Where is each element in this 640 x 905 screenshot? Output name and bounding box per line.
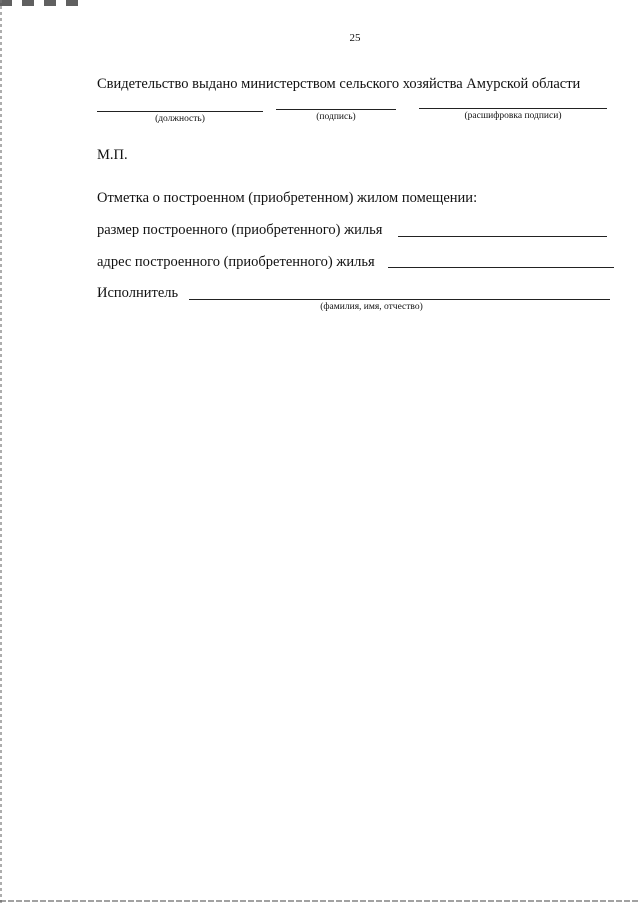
signature-decoding-caption: (расшифровка подписи) xyxy=(464,111,562,121)
signature-blank-line xyxy=(276,109,396,110)
certificate-issued-line: Свидетельство выдано министерством сельского хозяйства Амурской области xyxy=(97,76,581,92)
housing-mark-heading: Отметка о построенном (приобретенном) жилом помещении: xyxy=(97,190,478,206)
position-blank-line xyxy=(97,111,263,112)
housing-address-blank-line xyxy=(388,267,614,268)
executor-blank-line xyxy=(189,299,610,300)
scan-artifact-top xyxy=(0,0,78,6)
scan-artifact-left-edge xyxy=(0,0,2,905)
signature-decoding-blank-line xyxy=(419,108,607,109)
executor-label: Исполнитель xyxy=(97,285,179,301)
position-caption: (должность) xyxy=(155,114,205,124)
scan-artifact-bottom-edge xyxy=(0,900,640,902)
housing-size-blank-line xyxy=(398,236,607,237)
signature-caption: (подпись) xyxy=(316,112,356,122)
housing-size-label: размер построенного (приобретенного) жилья xyxy=(97,222,383,238)
stamp-place-label: М.П. xyxy=(97,147,128,163)
executor-caption: (фамилия, имя, отчество) xyxy=(320,302,423,312)
page-number: 25 xyxy=(349,32,361,44)
housing-address-label: адрес построенного (приобретенного) жилья xyxy=(97,254,375,270)
